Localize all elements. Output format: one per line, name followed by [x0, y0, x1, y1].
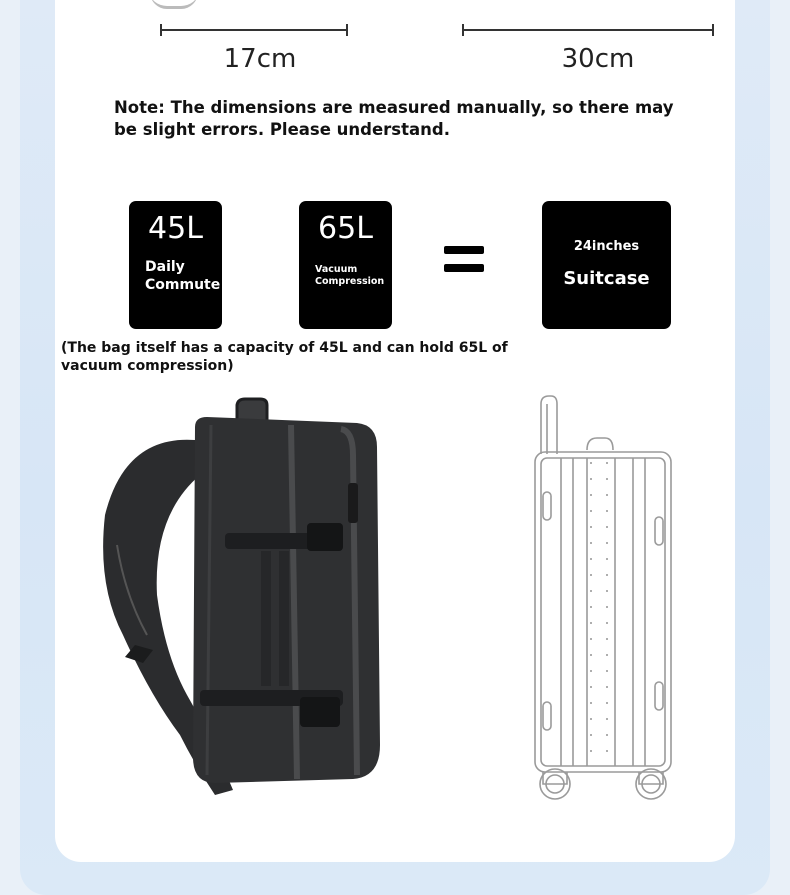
capacity-box-suitcase — [542, 201, 671, 329]
capacity-volume: 45L — [148, 211, 203, 246]
measurement-note: Note: The dimensions are measured manually, so there may be slight errors. Please understand. — [114, 98, 674, 139]
dimension-line-depth — [160, 29, 348, 31]
suitcase-label: Suitcase — [563, 268, 650, 289]
capacity-caption: (The bag itself has a capacity of 45L and can hold 65L of vacuum compression) — [61, 340, 508, 374]
capacity-desc-line1: Daily — [145, 259, 185, 275]
capacity-desc-line2: Compression — [315, 276, 385, 288]
suitcase-photo — [525, 392, 680, 807]
capacity-box-65l — [299, 201, 392, 329]
dimension-label-width: 30cm — [561, 44, 635, 74]
capacity-desc — [145, 258, 220, 294]
capacity-desc — [315, 264, 384, 289]
capacity-volume: 65L — [318, 211, 373, 246]
dimension-label-depth: 17cm — [223, 44, 297, 74]
backpack-photo — [95, 395, 395, 805]
suitcase-size: 24inches — [573, 239, 640, 254]
dimension-line-width — [462, 29, 714, 31]
equals-icon — [444, 246, 484, 274]
capacity-box-45l — [129, 201, 222, 329]
capacity-desc-line2: Commute — [145, 277, 221, 294]
capacity-desc-line1: Vacuum — [315, 264, 358, 275]
